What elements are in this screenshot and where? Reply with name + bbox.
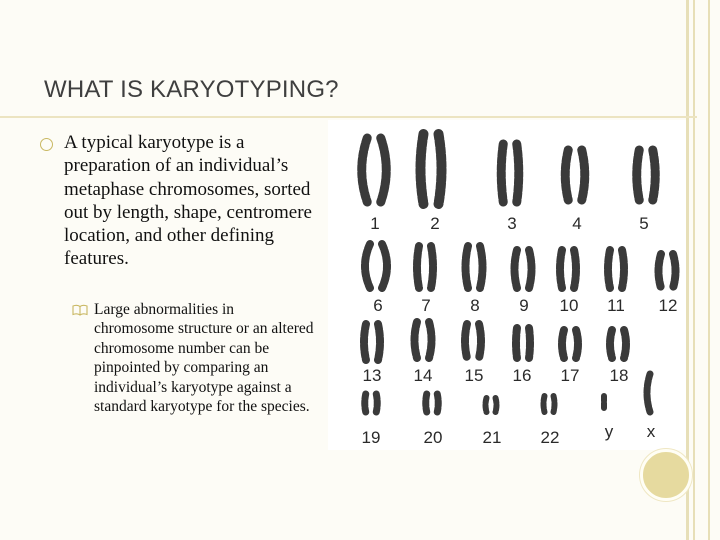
chromatid [496,398,497,412]
chromosome-label: x [646,422,656,441]
chromatid [637,150,640,200]
chromatid [562,330,564,358]
chromatid [376,394,377,412]
chromatid [417,246,419,288]
chromatid [565,150,568,200]
chromosome-label: 22 [540,428,560,447]
decorative-circle [640,449,692,501]
chromatid [381,138,387,202]
slide-title: WHAT IS KARYOTYPING? [44,76,339,103]
chromatid [529,250,532,288]
chromatid [653,150,656,200]
chromatid [624,330,626,358]
chromatid [659,254,662,288]
sub-bullet-text: Large abnormalities in chromosome structure or an altered chromosome number can be pinpointed by comparing an individual’s karyotype against a standard karyotype for the species. [94,301,314,416]
chromatid [365,244,370,288]
chromatid [516,328,517,358]
chromatid [439,134,442,204]
chromatid [515,250,518,288]
chromosome-label: 13 [362,366,382,385]
chromatid [437,394,438,412]
chromatid [426,394,427,412]
chromosome-label: 10 [559,296,579,315]
chromosome-label: 4 [572,214,582,233]
chromosome-label: 7 [421,296,431,315]
chromatid [608,250,610,288]
bullet-text: A typical karyotype is a preparation of an individual’s metaphase chromosomes, sorted out by length, shape, centromere location, and other defining features. [64,132,312,270]
chromosome-label: 1 [370,214,380,233]
chromatid [465,324,467,358]
chromosome-label: 16 [512,366,532,385]
karyotype-image [328,120,686,450]
chromatid [365,394,366,412]
chromatid [466,246,469,288]
chromatid [364,324,366,360]
chromatid [486,398,487,412]
chromosome-label: 21 [482,428,502,447]
chromatid [647,374,650,412]
chromatid [517,144,519,202]
hollow-circle-icon [40,138,53,151]
chromatid [610,330,612,358]
chromosome-label: 19 [361,428,381,447]
chromosome-drawing [328,120,686,450]
chromosome-label: 6 [373,296,383,315]
decorative-rail [693,0,695,540]
chromatid [673,254,676,288]
chromatid [382,244,387,288]
chromosome-label: 3 [507,214,517,233]
chromosome-label: 2 [430,214,440,233]
chromosome-label: 11 [607,296,625,315]
chromatid [429,322,432,358]
chromatid [415,322,418,358]
chromatid [529,328,530,358]
chromatid [622,250,624,288]
decorative-rail [708,0,710,540]
chromatid [554,396,555,412]
chromosome-label: y [604,422,614,441]
chromosome-label: 9 [519,296,529,315]
chromosome-label: 14 [413,366,433,385]
title-divider [0,116,697,118]
chromatid [480,246,483,288]
chromatid [576,330,578,358]
chromatid [582,150,585,200]
chromatid [479,324,481,358]
chromosome-label: 8 [470,296,480,315]
open-book-icon [72,304,88,316]
chromosome-label: 15 [464,366,484,385]
chromatid [362,138,368,202]
chromatid [544,396,545,412]
chromosome-label: 5 [639,214,649,233]
chromatid [378,324,380,360]
chromatid [501,144,503,202]
chromosome-label: 18 [609,366,629,385]
chromatid [421,134,424,204]
chromatid [560,250,562,288]
chromosome-label: 12 [658,296,678,315]
chromatid [431,246,433,288]
chromosome-label: 20 [423,428,443,447]
chromosome-label: 17 [560,366,580,385]
chromatid [574,250,576,288]
